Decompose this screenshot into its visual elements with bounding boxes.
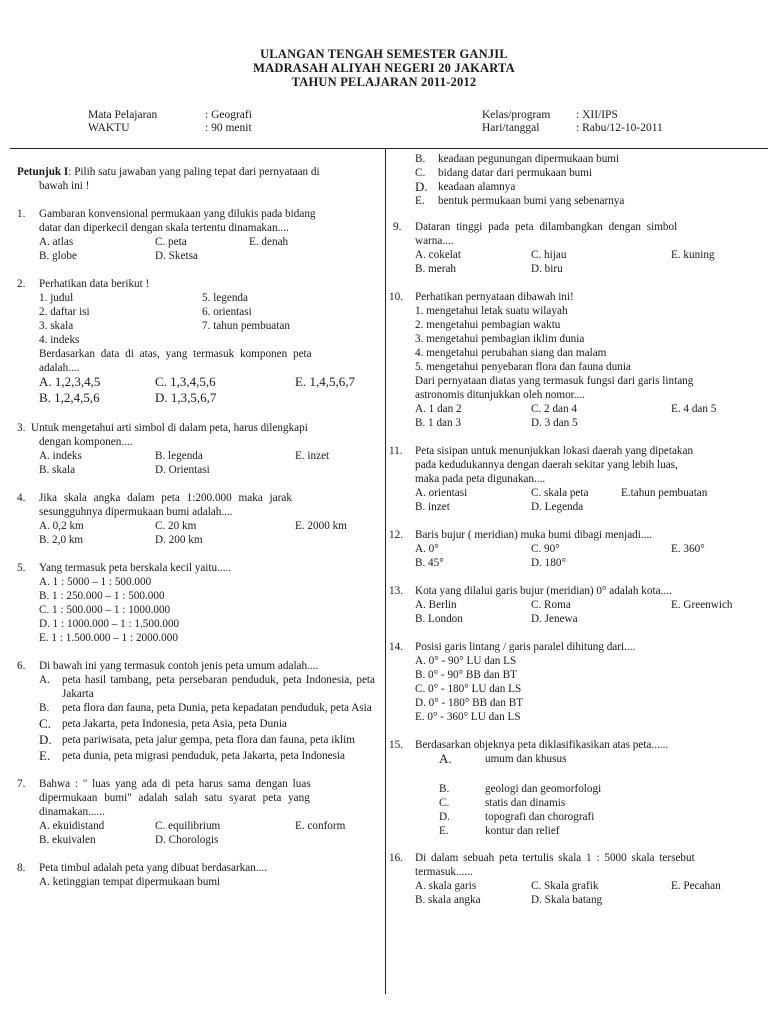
q15-option-b[interactable]: B. geologi dan geomorfologi <box>439 783 602 795</box>
q9-option-d[interactable]: D. biru <box>531 263 563 275</box>
q14-option-d[interactable]: D. 0° - 180° BB dan BT <box>415 697 524 709</box>
time-value: : 90 menit <box>205 122 252 134</box>
q10-option-b[interactable]: B. 1 dan 3 <box>415 417 461 429</box>
q6-option-c[interactable]: C. peta Jakarta, peta Indonesia, peta Asia, peta Dunia <box>39 716 287 731</box>
q13-option-d[interactable]: D. Jenewa <box>531 613 578 625</box>
q1-option-c[interactable]: C. peta <box>155 236 187 248</box>
question-1: 1. Gambaran konvensional permukaan yang dilukis pada bidang datar dan diperkecil dengan skala tertentu dinamakan.... A. atlas C. peta E. denah B. globe D. Sketsa <box>17 208 316 262</box>
date-value: : Rabu/12-10-2011 <box>576 122 663 134</box>
q10-option-c[interactable]: C. 2 dan 4 <box>531 403 577 415</box>
q3-option-e[interactable]: E. inzet <box>295 450 330 462</box>
q13-option-a[interactable]: A. Berlin <box>415 599 457 611</box>
question-16: 16. Di dalam sebuah peta tertulis skala 1 : 5000 skala tersebut termasuk...... A. skala garis C. Skala grafik E. Pecahan B. skala angka D. Skala batang <box>389 852 721 906</box>
question-15: 15. Berdasarkan objeknya peta diklasifikasikan atas peta...... A. umum dan khusus B. geologi dan geomorfologi C. statis dan dinamis D. topografi dan chorografi E. kontur dan relief <box>393 738 751 838</box>
instructions: Petunjuk I: Pilih satu jawaban yang paling tepat dari pernyataan di bawah ini ! <box>17 166 320 192</box>
academic-year: TAHUN PELAJARAN 2011-2012 <box>291 75 477 89</box>
q4-option-b[interactable]: B. 2,0 km <box>39 534 84 546</box>
q4-option-e[interactable]: E. 2000 km <box>295 520 347 532</box>
q9-option-b[interactable]: B. merah <box>415 263 457 275</box>
q5-option-c[interactable]: C. 1 : 500.000 – 1 : 1000.000 <box>39 604 171 616</box>
q14-option-e[interactable]: E. 0° - 360° LU dan LS <box>415 711 521 723</box>
q1-option-d[interactable]: D. Sketsa <box>155 250 198 262</box>
q15-option-a[interactable]: A. umum dan khusus <box>439 751 567 766</box>
q3-option-d[interactable]: D. Orientasi <box>155 464 210 476</box>
q8-option-e[interactable]: E. bentuk permukaan bumi yang sebenarnya <box>415 195 625 207</box>
q16-option-d[interactable]: D. Skala batang <box>531 894 603 906</box>
header-divider <box>10 148 768 149</box>
question-13: 13. Kota yang dilalui garis bujur (meridian) 0° adalah kota.... A. Berlin C. Roma E. Greenwich B. London D. Jenewa <box>389 585 733 625</box>
q11-option-c[interactable]: C. skala peta <box>531 487 589 499</box>
q2-option-e[interactable]: E. 1,4,5,6,7 <box>295 374 355 389</box>
q5-option-d[interactable]: D. 1 : 1000.000 – 1 : 1.500.000 <box>39 618 180 630</box>
q1-option-a[interactable]: A. atlas <box>39 236 74 248</box>
q7-option-e[interactable]: E. conform <box>295 820 346 832</box>
question-5: 5. Yang termasuk peta berskala kecil yaitu..... A. 1 : 5000 – 1 : 500.000 B. 1 : 250.000 – 1 : 500.000 C. 1 : 500.000 – 1 : 1000.000 D. 1 : 1000.000 – 1 : 1.500.000 E. 1 : 1.500.000 – 1 : 2000.000 <box>17 561 375 645</box>
left-column <box>17 165 375 889</box>
q7-option-d[interactable]: D. Chorologis <box>155 834 219 846</box>
question-7: 7. Bahwa : " luas yang ada di peta harus sama dengan luas dipermukaan bumi" adalah salah satu syarat peta yang dinamakan...... A. ekuidistand C. equilibrium E. conform B. ekuivalen D. Chorologis <box>17 778 346 846</box>
q8-option-d[interactable]: D. keadaan alamnya <box>415 179 516 194</box>
q11-option-d[interactable]: D. Legenda <box>531 501 584 513</box>
q8-option-a[interactable]: A. ketinggian tempat dipermukaan bumi <box>39 876 221 888</box>
class-label: Kelas/program <box>482 109 551 121</box>
q13-option-c[interactable]: C. Roma <box>531 599 571 611</box>
q12-option-d[interactable]: D. 180° <box>531 557 566 569</box>
exam-title: ULANGAN TENGAH SEMESTER GANJIL <box>260 47 508 61</box>
question-11: 11. Peta sisipan untuk menunjukkan lokasi daerah yang dipetakan pada kedudukannya dengan daerah sekitar yang lebih luas, maka pada peta digunakan.... A. orientasi C. skala peta E.tahun pembuatan B. inzet D. Legenda <box>389 445 708 513</box>
subject-value: : Geografi <box>205 109 252 121</box>
q3-option-b-legenda[interactable]: B. legenda <box>155 450 203 462</box>
q11-option-b[interactable]: B. inzet <box>415 501 450 513</box>
q12-option-a[interactable]: A. 0° <box>415 543 439 555</box>
question-12: 12. Baris bujur ( meridian) muka bumi dibagi menjadi.... A. 0° C. 90° E. 360° B. 45° D. 180° <box>389 529 705 569</box>
question-6: 6. Di bawah ini yang termasuk contoh jenis peta umum adalah.... A. peta hasil tambang, peta persebaran penduduk, peta Indonesia, peta Jakarta B. peta flora dan fauna, peta Dunia, peta kepadatan penduduk, peta Asia C. peta Jakarta, peta Indonesia, peta Asia, peta Dunia D. peta pariwisata, peta jalur gempa, peta flora dan fauna, peta iklim E. peta dunia, peta migrasi penduduk, peta Jakarta, peta Indonesia <box>17 660 375 763</box>
right-column <box>389 152 751 907</box>
q7-option-b[interactable]: B. ekuivalen <box>39 834 96 846</box>
question-14: 14. Posisi garis lintang / garis paralel dihitung dari.... A. 0° - 90° LU dan LS B. 0° - 90° BB dan BT C. 0° - 180° LU dan LS D. 0° - 180° BB dan BT E. 0° - 360° LU dan LS <box>393 640 751 724</box>
subject-label: Mata Pelajaran <box>88 109 158 121</box>
q5-option-a[interactable]: A. 1 : 5000 – 1 : 500.000 <box>39 576 152 588</box>
time-label: WAKTU <box>88 122 130 134</box>
q10-option-d[interactable]: D. 3 dan 5 <box>531 417 578 429</box>
q1-option-b[interactable]: B. globe <box>39 250 77 262</box>
q8-option-b[interactable]: B. keadaan pegunungan dipermukaan bumi <box>415 153 620 165</box>
q3-option-a[interactable]: A. indeks <box>39 450 82 462</box>
q6-option-b[interactable]: B. peta flora dan fauna, peta Dunia, peta kepadatan penduduk, peta Asia <box>39 702 372 714</box>
q12-option-e[interactable]: E. 360° <box>671 543 705 555</box>
q6-option-e[interactable]: E. peta dunia, peta migrasi penduduk, peta Jakarta, peta Indonesia <box>39 748 346 763</box>
q8-option-c[interactable]: C. bidang datar dari permukaan bumi <box>415 167 593 179</box>
q7-option-c[interactable]: C. equilibrium <box>155 820 221 832</box>
q4-option-c[interactable]: C. 20 km <box>155 520 197 532</box>
q2-option-c[interactable]: C. 1,3,4,5,6 <box>155 374 216 389</box>
q16-option-a[interactable]: A. skala garis <box>415 880 477 892</box>
school-name: MADRASAH ALIYAH NEGERI 20 JAKARTA <box>253 61 515 75</box>
q7-option-a[interactable]: A. ekuidistand <box>39 820 105 832</box>
q4-option-a[interactable]: A. 0,2 km <box>39 520 84 532</box>
q9-option-e[interactable]: E. kuning <box>671 249 715 261</box>
q11-option-a[interactable]: A. orientasi <box>415 487 468 499</box>
q14-option-c[interactable]: C. 0° - 180° LU dan LS <box>415 683 522 695</box>
q13-option-e[interactable]: E. Greenwich <box>671 599 733 611</box>
date-label: Hari/tanggal <box>482 122 540 134</box>
question-9: 9. Dataran tinggi pada peta dilambangkan dengan simbol warna.... A. cokelat C. hijau E. kuning B. merah D. biru <box>393 221 715 275</box>
q13-option-b[interactable]: B. London <box>415 613 463 625</box>
q4-option-d[interactable]: D. 200 km <box>155 534 203 546</box>
question-10: 10. Perhatikan pernyataan dibawah ini! 1. mengetahui letak suatu wilayah 2. mengetahui pembagian waktu 3. mengetahui pembagian iklim dunia 4. mengetahui perubahan siang dan malam 5. mengetahui penyebaran flora dan fauna dunia Dari pernyataan diatas yang termasuk fungsi dari garis lintang astronomis ditunjukkan oleh nomor.... A. 1 dan 2 C. 2 dan 4 E. 4 dan 5 B. 1 dan 3 D. 3 dan 5 <box>389 291 717 429</box>
q6-option-d[interactable]: D. peta pariwisata, peta jalur gempa, peta flora dan fauna, peta iklim <box>39 732 355 747</box>
q9-option-c[interactable]: C. hijau <box>531 249 567 261</box>
q3-option-b[interactable]: B. skala <box>39 464 76 476</box>
question-8-continued <box>393 152 751 208</box>
q2-option-d[interactable]: D. 1,3,5,6,7 <box>155 390 217 405</box>
q12-option-c[interactable]: C. 90° <box>531 543 560 555</box>
q16-option-e[interactable]: E. Pecahan <box>671 880 721 892</box>
q16-option-b[interactable]: B. skala angka <box>415 894 481 906</box>
q1-option-e[interactable]: E. denah <box>249 236 289 248</box>
column-divider <box>385 148 386 994</box>
q15-option-e[interactable]: E. kontur dan relief <box>439 825 560 837</box>
q2-option-a[interactable]: A. 1,2,3,4,5 <box>39 374 101 389</box>
q12-option-b[interactable]: B. 45° <box>415 557 444 569</box>
question-3: 3. Untuk mengetahui arti simbol di dalam peta, harus dilengkapi dengan komponen.... A. indeks B. legenda E. inzet B. skala D. Orientasi <box>17 422 330 476</box>
q6-option-a[interactable]: A. peta hasil tambang, peta persebaran penduduk, peta Indonesia, peta Jakarta <box>39 674 375 700</box>
q11-option-e[interactable]: E.tahun pembuatan <box>621 487 708 499</box>
instructions-label: Petunjuk I <box>17 166 69 178</box>
question-4: 4. Jika skala angka dalam peta 1:200.000 maka jarak sesungguhnya dipermukaan bumi adalah.... A. 0,2 km C. 20 km E. 2000 km B. 2,0 km D. 200 km <box>17 492 347 546</box>
question-8: 8. Peta timbul adalah peta yang dibuat berdasarkan.... A. ketinggian tempat dipermukaan bumi <box>17 861 375 889</box>
q14-option-b[interactable]: B. 0° - 90° BB dan BT <box>415 669 517 681</box>
q15-option-c[interactable]: C. statis dan dinamis <box>439 797 566 809</box>
q15-option-d[interactable]: D. topografi dan chorografi <box>439 811 595 823</box>
q9-option-a[interactable]: A. cokelat <box>415 249 461 261</box>
q14-option-a[interactable]: A. 0° - 90° LU dan LS <box>415 655 517 667</box>
q16-option-c[interactable]: C. Skala grafik <box>531 880 599 892</box>
q5-option-e[interactable]: E. 1 : 1.500.000 – 1 : 2000.000 <box>39 632 178 644</box>
class-value: : XII/IPS <box>576 109 618 121</box>
question-2: 2. Perhatikan data berikut ! 1. judul 5. legenda 2. daftar isi 6. orientasi 3. skala 7. tahun pembuatan 4. indeks Berdasarkan data di atas, yang termasuk komponen peta adalah.... A. 1,2,3,4,5 C. 1,3,4,5,6 E. 1,4,5,6,7 B. 1,2,4,5,6 D. 1,3,5,6,7 <box>17 278 355 405</box>
q2-option-b[interactable]: B. 1,2,4,5,6 <box>39 390 100 405</box>
q5-option-b[interactable]: B. 1 : 250.000 – 1 : 500.000 <box>39 590 165 602</box>
q10-option-a[interactable]: A. 1 dan 2 <box>415 403 462 415</box>
q10-option-e[interactable]: E. 4 dan 5 <box>671 403 717 415</box>
